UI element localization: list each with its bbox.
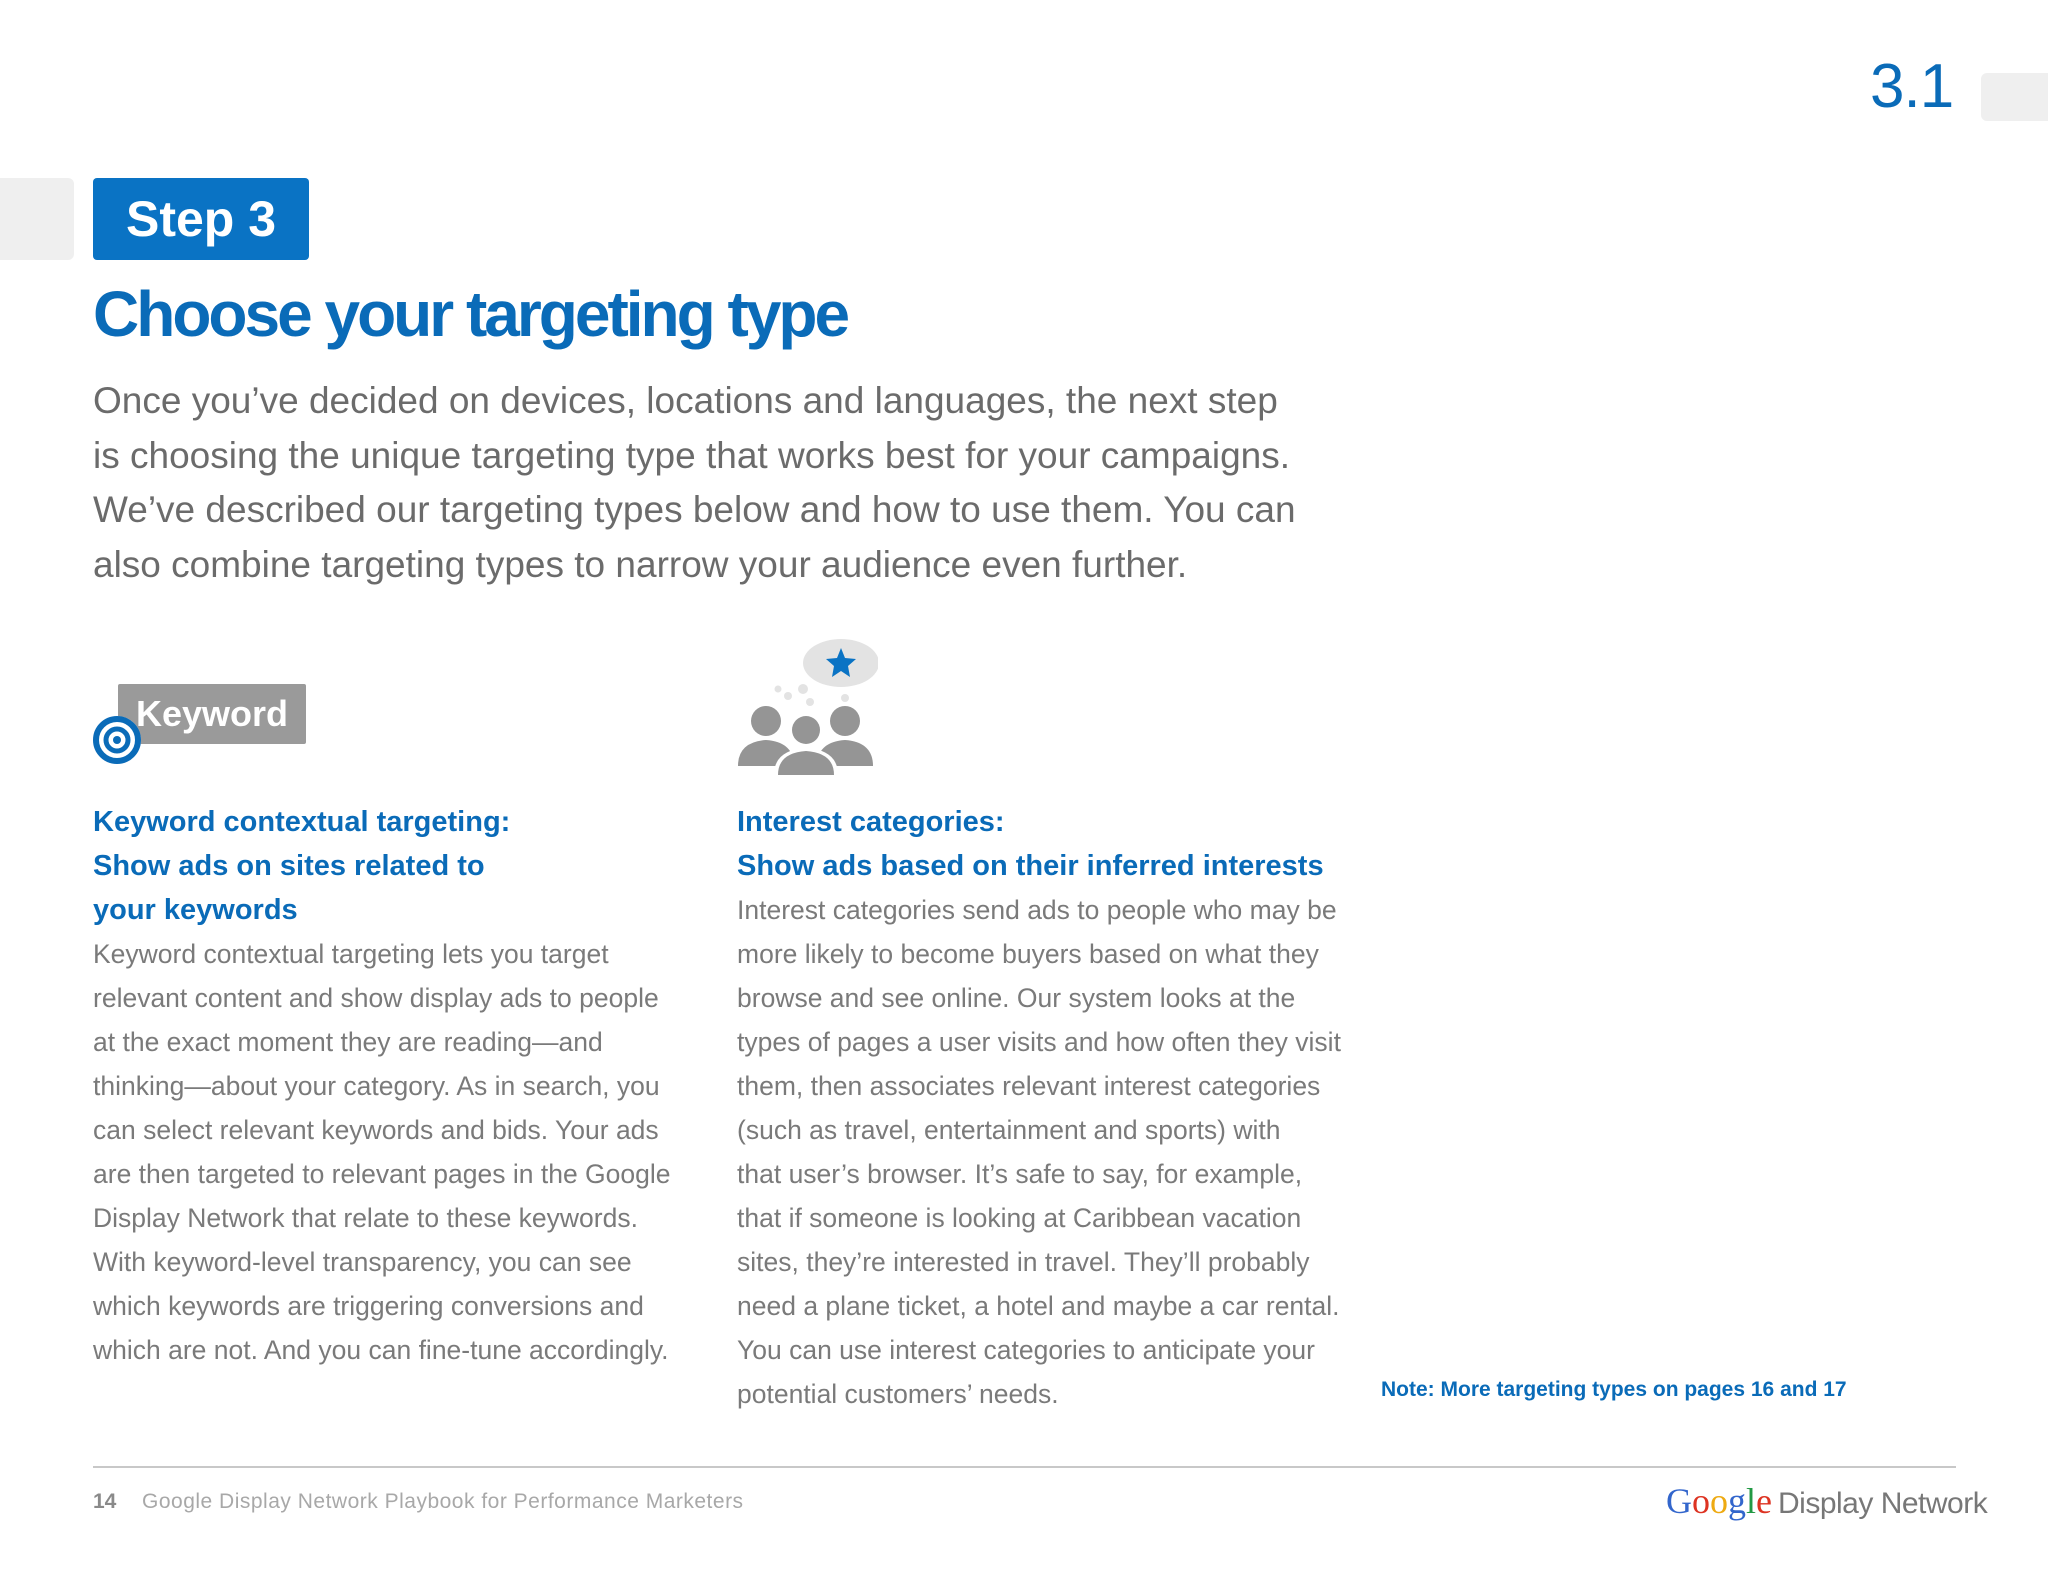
keyword-body-line: which are not. And you can fine-tune accordingly.	[93, 1335, 669, 1365]
footer-divider	[93, 1466, 1956, 1468]
interest-body-line: browse and see online. Our system looks at the	[737, 983, 1296, 1013]
keyword-body-line: Keyword contextual targeting lets you target	[93, 939, 609, 969]
interest-section	[737, 800, 1357, 1416]
logo-letter: o	[1710, 1481, 1728, 1521]
interest-body-line: sites, they’re interested in travel. They’ll probably	[737, 1247, 1310, 1277]
logo-letter: e	[1756, 1481, 1772, 1521]
keyword-body-line: at the exact moment they are reading—and	[93, 1027, 603, 1057]
interest-body-line: (such as travel, entertainment and sports) with	[737, 1115, 1281, 1145]
interest-body-line: You can use interest categories to anticipate your	[737, 1335, 1315, 1365]
keyword-body-line: thinking—about your category. As in search, you	[93, 1071, 660, 1101]
keyword-heading-line: Show ads on sites related to	[93, 850, 485, 882]
logo-letter: g	[1728, 1481, 1746, 1521]
interest-body-line: more likely to become buyers based on what they	[737, 939, 1319, 969]
interest-heading-line: Interest categories:	[737, 806, 1005, 838]
step-badge: Step 3	[93, 178, 309, 260]
target-icon	[92, 715, 142, 765]
intro-line: We’ve described our targeting types below and how to use them. You can	[93, 489, 1296, 530]
keyword-body-line: With keyword-level transparency, you can see	[93, 1247, 632, 1277]
keyword-heading-line: Keyword contextual targeting:	[93, 806, 511, 838]
people-thought-star-icon	[738, 638, 878, 778]
interest-body-line: Interest categories send ads to people who may be	[737, 895, 1337, 925]
interest-heading-line: Show ads based on their inferred interests	[737, 850, 1324, 882]
keyword-body-line: are then targeted to relevant pages in the Google	[93, 1159, 671, 1189]
keyword-body-line: relevant content and show display ads to people	[93, 983, 659, 1013]
interest-body-line: that user’s browser. It’s safe to say, for example,	[737, 1159, 1303, 1189]
book-title: Google Display Network Playbook for Performance Marketers	[142, 1490, 744, 1513]
interest-body-line: that if someone is looking at Caribbean vacation	[737, 1203, 1302, 1233]
logo-letter: l	[1746, 1481, 1757, 1521]
interest-body-line: types of pages a user visits and how often they visit	[737, 1027, 1341, 1057]
logo-product-name: Display Network	[1778, 1487, 1988, 1520]
keyword-section	[93, 800, 713, 1372]
interest-body-line: them, then associates relevant interest categories	[737, 1071, 1321, 1101]
keyword-body-line: Display Network that relate to these keywords.	[93, 1203, 638, 1233]
google-display-network-logo	[1666, 1476, 1987, 1526]
intro-line: Once you’ve decided on devices, locations and languages, the next step	[93, 380, 1278, 421]
logo-letter: G	[1666, 1481, 1692, 1521]
interest-body-line: need a plane ticket, a hotel and maybe a car rental.	[737, 1291, 1340, 1321]
keyword-heading-line: your keywords	[93, 894, 298, 926]
intro-line: also combine targeting types to narrow your audience even further.	[93, 543, 1188, 585]
logo-letter: o	[1692, 1481, 1710, 1521]
keyword-body-line: can select relevant keywords and bids. Your ads	[93, 1115, 659, 1145]
page-title: Choose your targeting type	[93, 278, 848, 350]
intro-line: is choosing the unique targeting type that works best for your campaigns.	[93, 434, 1291, 476]
side-tab-left	[0, 178, 74, 260]
more-types-note: Note: More targeting types on pages 16 and 17	[1381, 1378, 1847, 1401]
section-number: 3.1	[1870, 52, 1954, 121]
side-tab-right	[1981, 73, 2048, 121]
keyword-body-line: which keywords are triggering conversions and	[93, 1291, 644, 1321]
keyword-tag: Keyword	[118, 684, 306, 744]
page-number: 14	[93, 1490, 117, 1513]
interest-body-line: potential customers’ needs.	[737, 1379, 1059, 1409]
google-wordmark	[1666, 1481, 1772, 1521]
intro-paragraph	[93, 374, 1393, 592]
